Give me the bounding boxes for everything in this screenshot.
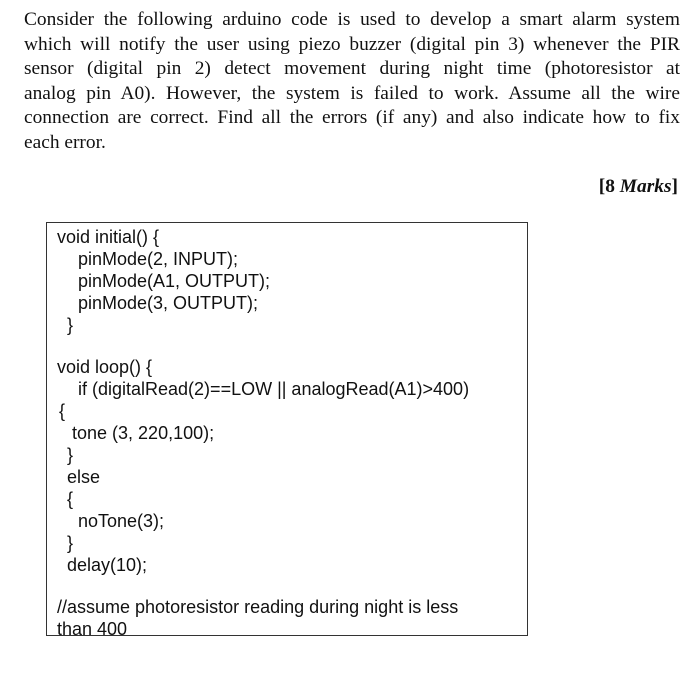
code-line: }: [67, 533, 74, 553]
code-line: delay(10);: [67, 555, 148, 575]
marks-label: [599, 175, 678, 199]
marks-open: [8: [598, 176, 620, 197]
code-line: pinMode(2, INPUT);: [78, 249, 239, 269]
code-line: tone (3, 220,100);: [72, 423, 215, 443]
code-line: pinMode(A1, OUTPUT);: [78, 271, 271, 291]
code-comment: than 400: [57, 619, 128, 639]
code-line: else: [67, 467, 101, 487]
code-line: }: [67, 315, 74, 335]
code-box: [46, 222, 528, 639]
code-line: if (digitalRead(2)==LOW || analogRead(A1)>400): [78, 379, 470, 399]
code-line: {: [67, 489, 74, 509]
question-line: sensor (digital pin 2) detect movement during night time (photoresistor at: [24, 58, 680, 80]
code-line: {: [59, 401, 66, 421]
marks-close: ]: [671, 176, 678, 197]
marks-word: Marks: [619, 176, 672, 197]
code-line: noTone(3);: [78, 511, 165, 531]
code-line: pinMode(3, OUTPUT);: [78, 293, 259, 313]
question-line: analog pin A0). However, the system is failed to work. Assume all the wire: [24, 82, 680, 104]
question-line: which will notify the user using piezo buzzer (digital pin 3) whenever the PIR: [24, 33, 680, 55]
code-line: void initial() {: [57, 227, 160, 247]
question-line: each error.: [24, 131, 106, 153]
question-text: [24, 8, 680, 156]
code-line: void loop() {: [57, 357, 153, 377]
code-line: }: [67, 445, 74, 465]
question-line: connection are correct. Find all the errors (if any) and also indicate how to fix: [24, 107, 680, 129]
code-comment: //assume photoresistor reading during night is less: [57, 597, 459, 617]
question-line: Consider the following arduino code is used to develop a smart alarm system: [24, 9, 680, 30]
